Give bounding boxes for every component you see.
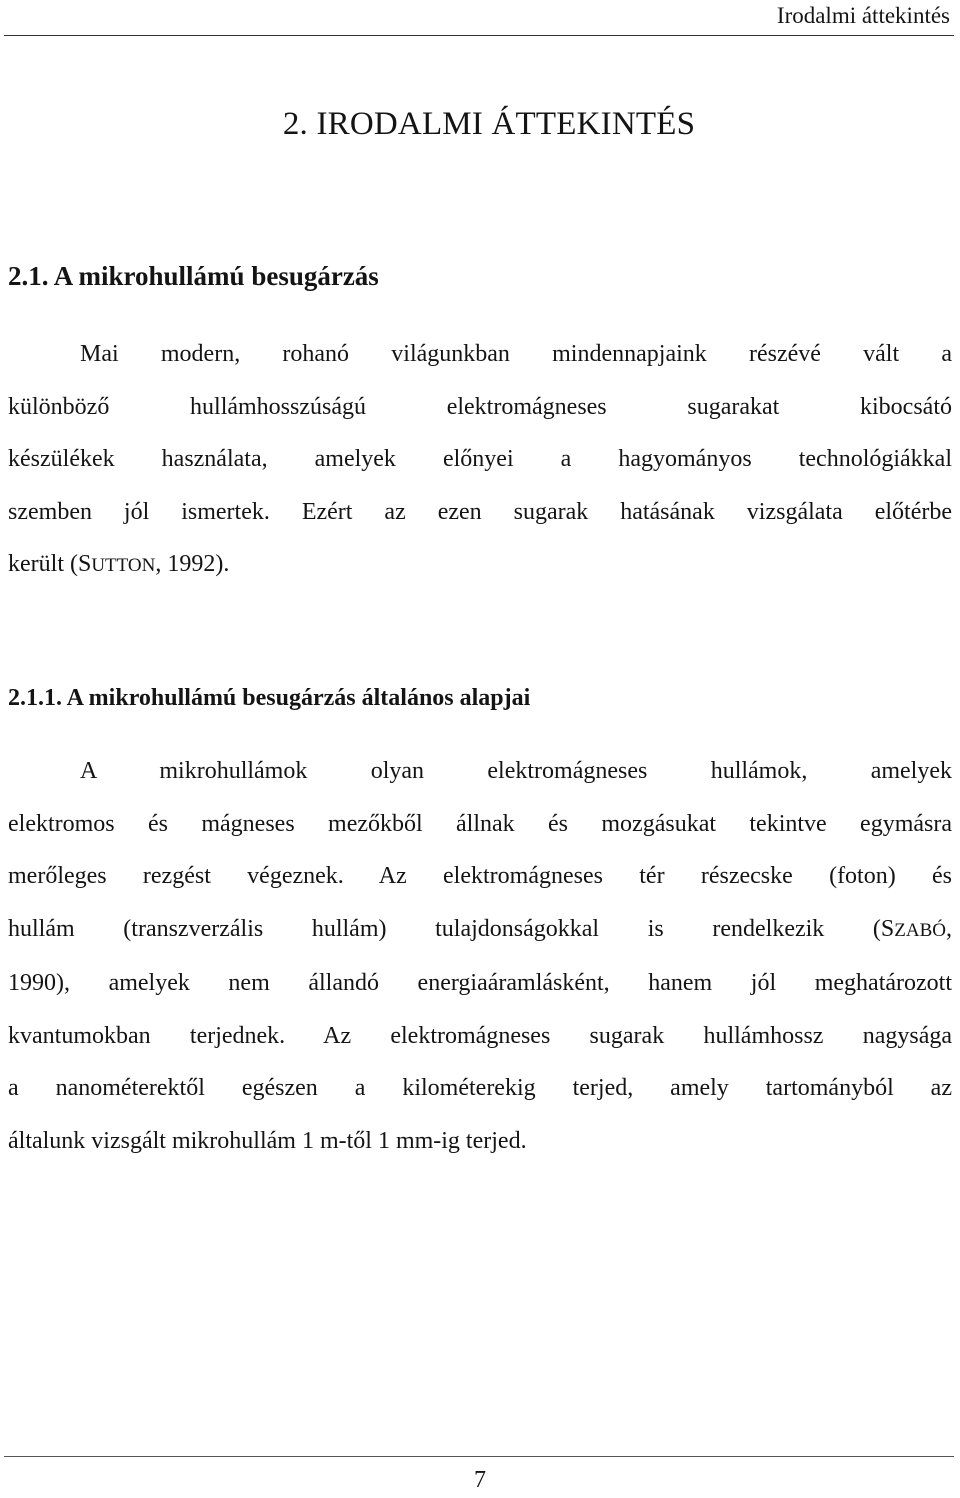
paragraph-line: különböző hullámhosszúságú elektromágneses sugarakat kibocsátó [8, 393, 952, 420]
paragraph-line: elektromos és mágneses mezőkből állnak és mozgásukat tekintve egymásra [8, 810, 952, 837]
paragraph-line: szemben jól ismertek. Ezért az ezen sugarak hatásának vizsgálata előtérbe [8, 498, 952, 525]
paragraph-text: , 1992). [155, 551, 230, 577]
paragraph-microwave-basics [8, 745, 952, 1167]
running-header: Irodalmi áttekintés [776, 3, 950, 28]
paragraph-line: A mikrohullámok olyan elektromágneses hullámok, amelyek [80, 758, 952, 784]
page-number: 7 [474, 1467, 486, 1493]
paragraph-line: kvantumokban terjednek. Az elektromágneses sugarak hullámhossz nagysága [8, 1022, 952, 1049]
paragraph-line: a nanométerektől egészen a kilométerekig terjed, amely tartományból az [8, 1075, 952, 1101]
paragraph-line [8, 538, 952, 593]
section-title: 2.1. A mikrohullámú besugárzás [8, 261, 379, 291]
paragraph-text: , [946, 915, 952, 942]
paragraph-line: általunk vizsgált mikrohullám 1 m-től 1 mm-ig terjed. [8, 1127, 527, 1154]
paragraph-line: készülékek használata, amelyek előnyei a hagyományos technológiákkal [8, 446, 952, 472]
paragraph-text: hullám (transzverzális hullám) tulajdonságokkal is rendelkezik (S [8, 915, 895, 942]
paragraph-line: merőleges rezgést végeznek. Az elektromágneses tér részecske (foton) és [8, 863, 952, 889]
paragraph-line: 1990), amelyek nem állandó energiaáramlásként, hanem jól meghatározott [8, 970, 952, 996]
paragraph-text: került (S [8, 551, 92, 577]
paragraph-line [8, 903, 952, 958]
citation-author: ZABÓ [894, 919, 946, 941]
chapter-title: 2. IRODALMI ÁTTEKINTÉS [282, 106, 696, 142]
footer-rule [4, 1456, 954, 1457]
paragraph-line: Mai modern, rohanó világunkban mindennapjaink részévé vált a [80, 341, 952, 367]
header-rule [4, 35, 954, 36]
paragraph-intro [8, 328, 952, 593]
subsection-title: 2.1.1. A mikrohullámú besugárzás általános alapjai [8, 685, 531, 711]
citation-author: UTTON [91, 555, 156, 576]
